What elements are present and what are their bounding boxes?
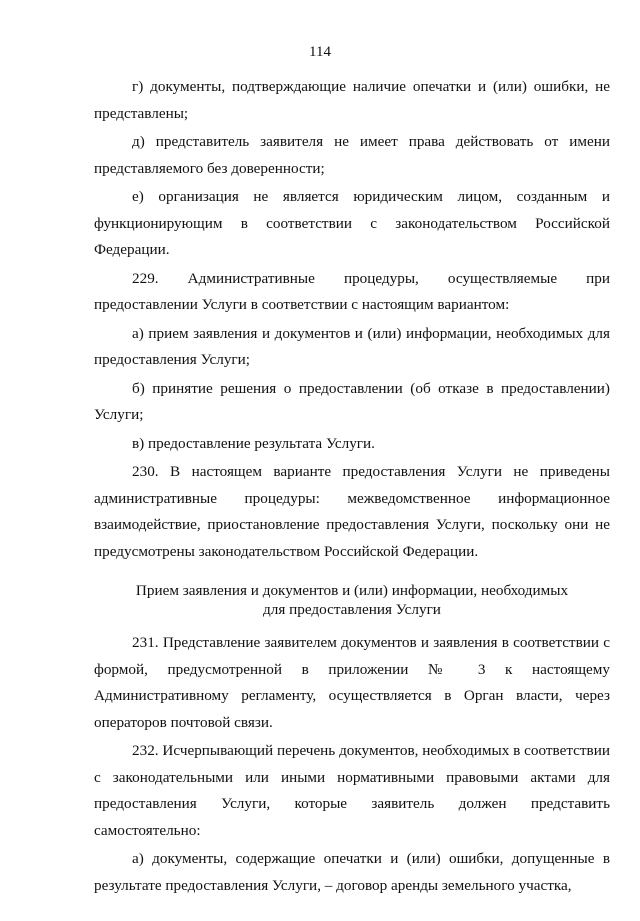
section-heading-line-1: Прием заявления и документов и (или) информации, необходимых [135,582,569,599]
paragraph-232-item-a: а) документы, содержащие опечатки и (или) ошибки, допущенные в результате предоставления Услуги, – договор аренды земельного участка, [94,850,610,894]
paragraph-item-a: а) прием заявления и документов и (или) информации, необходимых для предоставления Услуги; [94,324,610,368]
section-heading [94,581,610,619]
paragraph-item-v: в) предоставление результата Услуги. [132,434,375,452]
paragraph-229: 229. Административные процедуры, осуществляемые при предоставлении Услуги в соответствии с настоящим вариантом: [94,269,610,313]
section-heading-line-2: для предоставления Услуги [263,601,441,618]
paragraph-232: 232. Исчерпывающий перечень документов, необходимых в соответствии с законодательными или иными нормативными правовыми актами для предоставления Услуги, которые заявитель должен представить самостоятельно: [94,742,610,839]
page-number: 114 [309,44,331,60]
paragraph-230: 230. В настоящем варианте предоставления Услуги не приведены административные процедуры: межведомственное информационное взаимодействие, приостановление предоставления Услуги, поскольку они не предусмотрены законодательством Российской Федерации. [94,463,610,560]
document-body [94,74,610,901]
paragraph-item-b: б) принятие решения о предоставлении (об отказе в предоставлении) Услуги; [94,379,610,423]
paragraph-231: 231. Представление заявителем документов и заявления в соответствии с формой, предусмотренной в приложении № 3 к настоящему Административному регламенту, осуществляется в Орган власти, через операторов почтовой связи. [94,634,610,731]
paragraph-item-e: е) организация не является юридическим лицом, созданным и функционирующим в соответствии с законодательством Российской Федерации. [94,188,610,258]
paragraph-item-d: д) представитель заявителя не имеет права действовать от имени представляемого без доверенности; [94,133,610,177]
paragraph-item-g: г) документы, подтверждающие наличие опечатки и (или) ошибки, не представлены; [94,78,610,122]
